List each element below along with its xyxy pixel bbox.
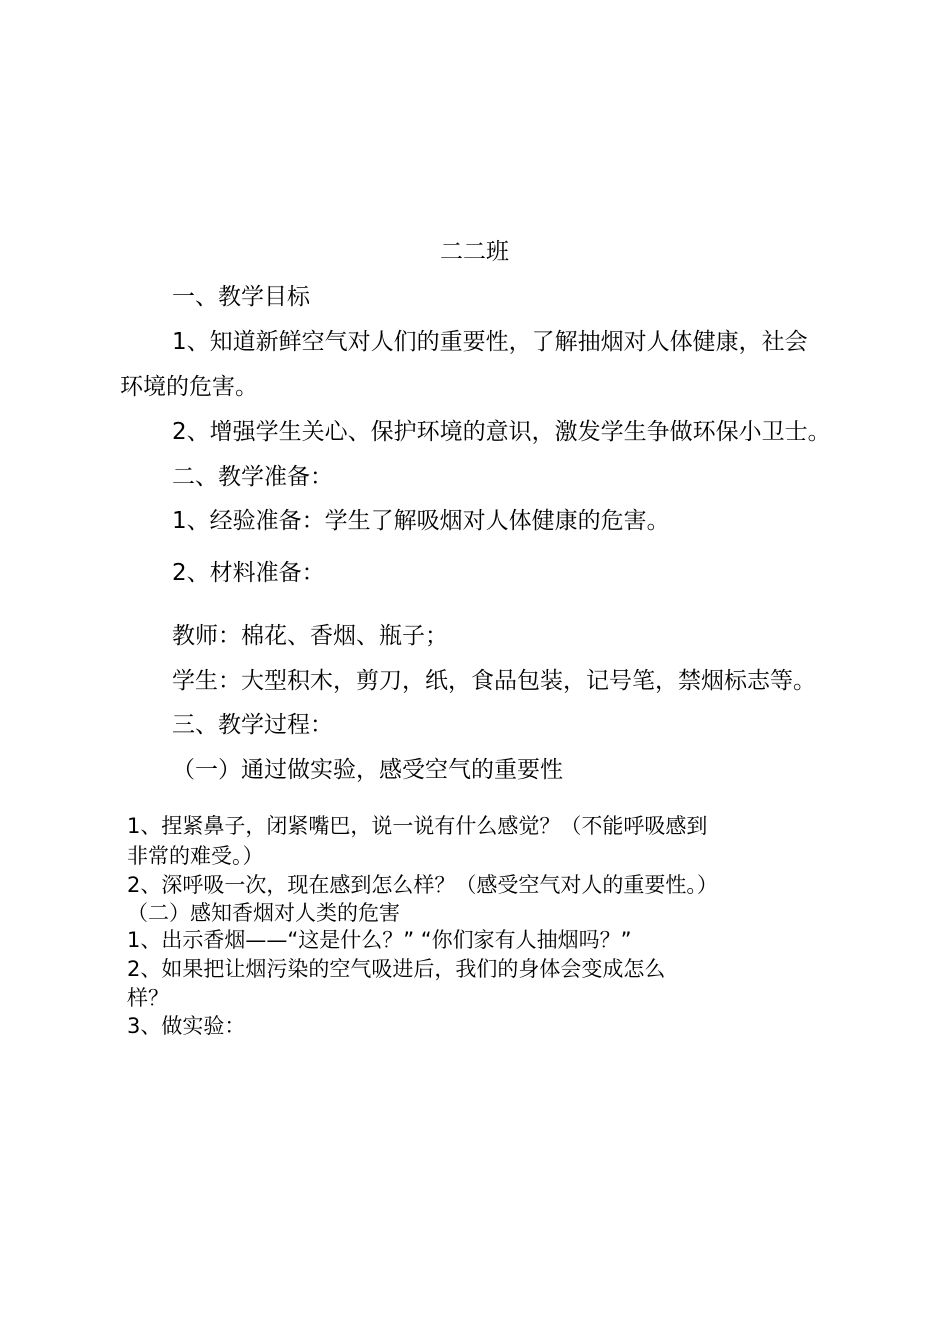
prep-materials: 2、材料准备： — [172, 560, 325, 586]
step-2: 2、深呼吸一次，现在感到怎么样？（感受空气对人的重要性。） — [127, 873, 718, 897]
section-heading-goals: 一、教学目标 — [172, 284, 310, 310]
part-2-heading: （二）感知香烟对人类的危害 — [127, 901, 400, 925]
part-2-step-1: 1、出示香烟——“这是什么？” “你们家有人抽烟吗？” — [127, 928, 632, 952]
section-heading-preparation: 二、教学准备： — [172, 464, 333, 490]
prep-experience: 1、经验准备：学生了解吸烟对人体健康的危害。 — [172, 508, 670, 534]
goal-1-line-2: 环境的危害。 — [120, 374, 258, 400]
step-1-line-1: 1、捏紧鼻子，闭紧嘴巴，说一说有什么感觉？（不能呼吸感到 — [127, 814, 708, 838]
section-heading-process: 三、教学过程： — [172, 712, 333, 738]
part-2-step-2-line-1: 2、如果把让烟污染的空气吸进后，我们的身体会变成怎么 — [127, 957, 666, 981]
part-2-step-3: 3、做实验： — [127, 1014, 246, 1038]
teacher-materials: 教师：棉花、香烟、瓶子； — [172, 623, 448, 649]
goal-2: 2、增强学生关心、保护环境的意识，激发学生争做环保小卫士。 — [172, 419, 831, 445]
step-1-line-2: 非常的难受。） — [127, 844, 264, 868]
part-1-heading: （一）通过做实验，感受空气的重要性 — [172, 757, 563, 783]
page-title: 二二班 — [440, 239, 509, 265]
part-2-step-2-line-2: 样？ — [127, 986, 169, 1010]
goal-1-line-1: 1、知道新鲜空气对人们的重要性，了解抽烟对人体健康，社会 — [172, 329, 808, 355]
student-materials: 学生：大型积木，剪刀，纸，食品包装，记号笔，禁烟标志等。 — [172, 668, 816, 694]
